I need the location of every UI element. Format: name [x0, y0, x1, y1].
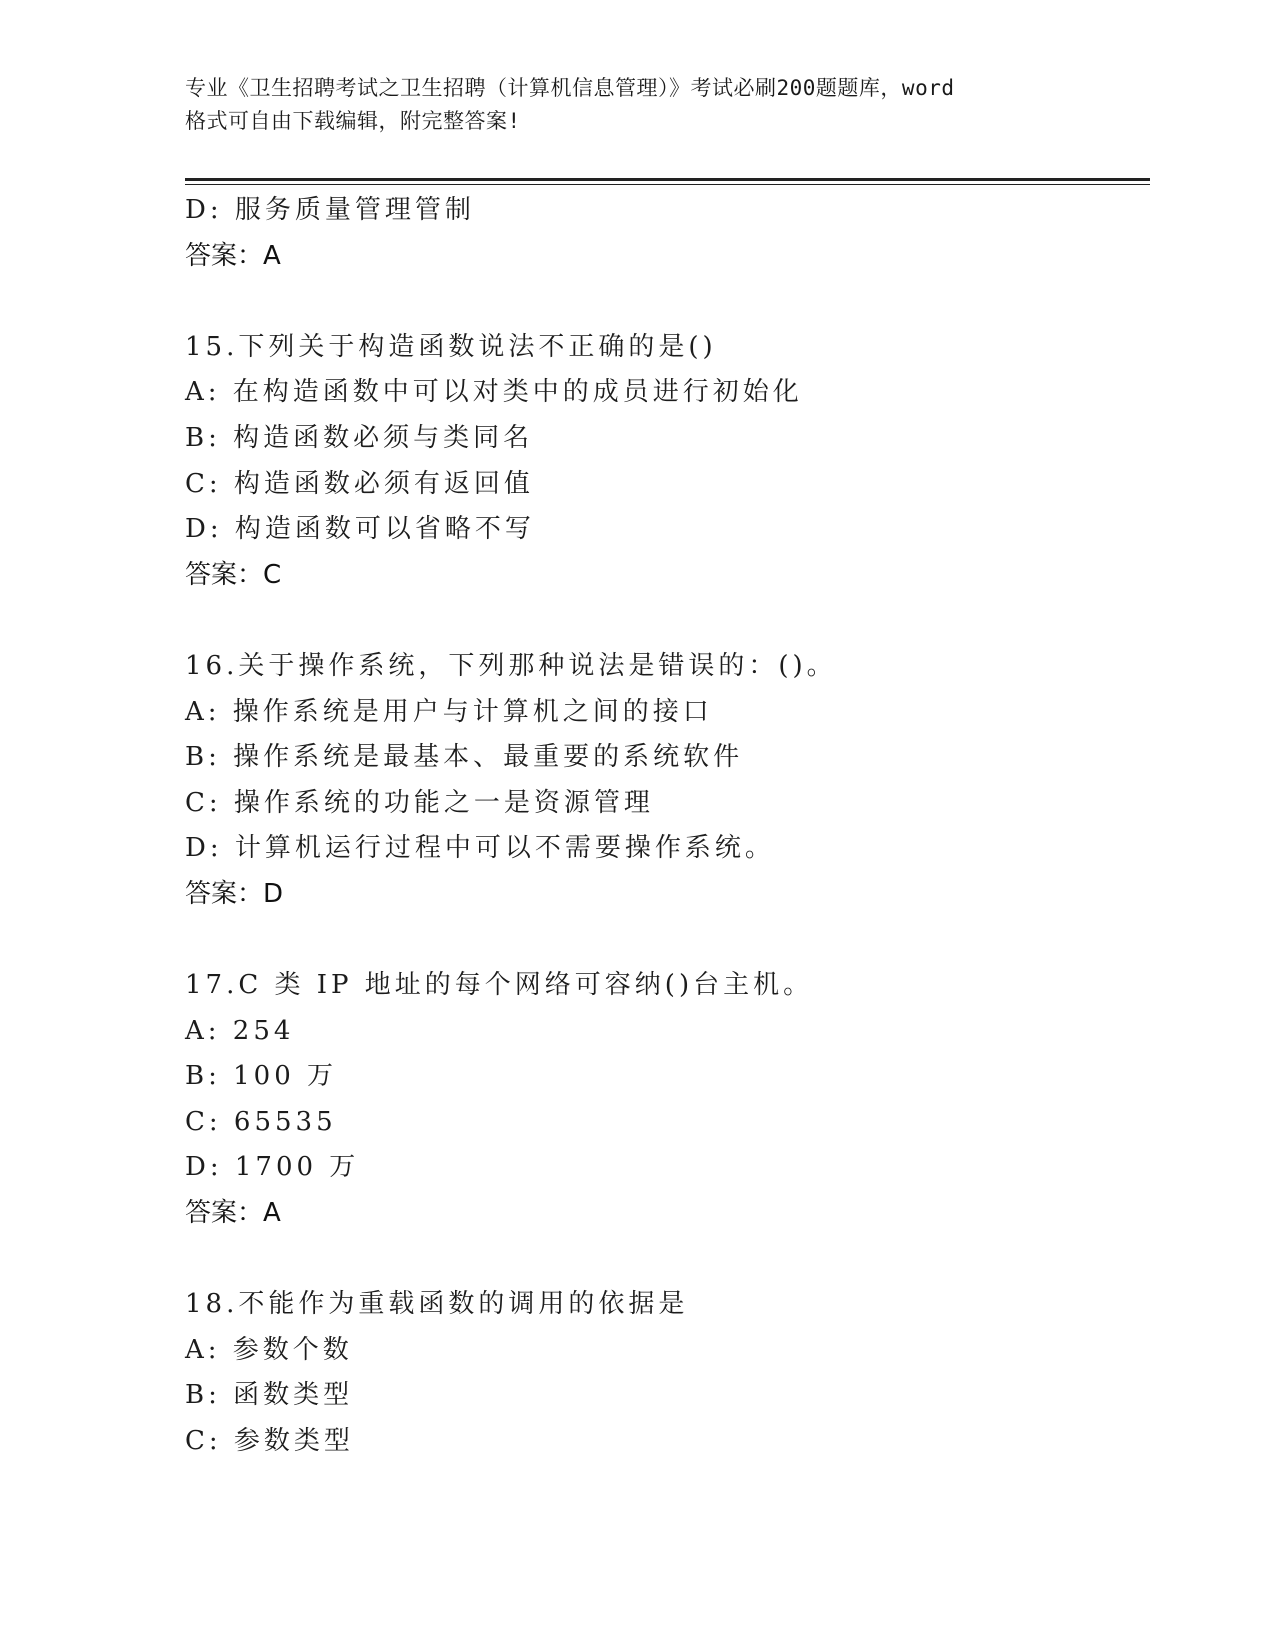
option-d: D: 构造函数可以省略不写	[185, 514, 535, 545]
option-a: A: 在构造函数中可以对类中的成员进行初始化	[185, 377, 803, 408]
option-b: B: 函数类型	[185, 1380, 354, 1411]
option-b: B: 操作系统是最基本、最重要的系统软件	[185, 742, 744, 773]
option-d: D: 计算机运行过程中可以不需要操作系统。	[185, 833, 775, 864]
previous-question-tail	[185, 188, 1145, 279]
document-header	[185, 72, 1085, 138]
option-c: C: 构造函数必须有返回值	[185, 468, 534, 499]
option-b: B: 构造函数必须与类同名	[185, 422, 534, 453]
header-rule-thick	[185, 178, 1150, 181]
question-stem: 15.下列关于构造函数说法不正确的是()	[185, 331, 717, 362]
header-title-line-2: 格式可自由下载编辑，附完整答案!	[185, 109, 521, 133]
answer-line: 答案：D	[185, 878, 284, 909]
question-stem: 18.不能作为重载函数的调用的依据是	[185, 1289, 689, 1320]
answer-line: 答案：A	[185, 240, 281, 271]
option-c: C: 65535	[185, 1106, 337, 1137]
answer-line: 答案：A	[185, 1198, 281, 1229]
question-list	[185, 188, 1145, 1465]
option-b: B: 100 万	[185, 1061, 338, 1092]
option-a: A: 操作系统是用户与计算机之间的接口	[185, 696, 713, 727]
question-18	[185, 1282, 1145, 1464]
spacer	[185, 1237, 1145, 1283]
question-17	[185, 963, 1145, 1237]
spacer	[185, 279, 1145, 325]
question-stem: 17.C 类 IP 地址的每个网络可容纳()台主机。	[185, 970, 814, 1001]
question-stem: 16.关于操作系统，下列那种说法是错误的：()。	[185, 650, 837, 681]
option-c: C: 操作系统的功能之一是资源管理	[185, 787, 654, 818]
option-d: D: 服务质量管理管制	[185, 195, 475, 225]
question-15	[185, 325, 1145, 599]
header-rule-thin	[185, 184, 1150, 185]
header-title-line-1: 专业《卫生招聘考试之卫生招聘（计算机信息管理）》考试必刷200题题库，word	[185, 76, 955, 100]
option-c: C: 参数类型	[185, 1426, 354, 1457]
option-d: D: 1700 万	[185, 1152, 360, 1183]
answer-line: 答案：C	[185, 559, 282, 590]
question-16	[185, 644, 1145, 918]
option-a: A: 254	[185, 1015, 295, 1046]
spacer	[185, 598, 1145, 644]
option-a: A: 参数个数	[185, 1334, 353, 1365]
spacer	[185, 918, 1145, 964]
